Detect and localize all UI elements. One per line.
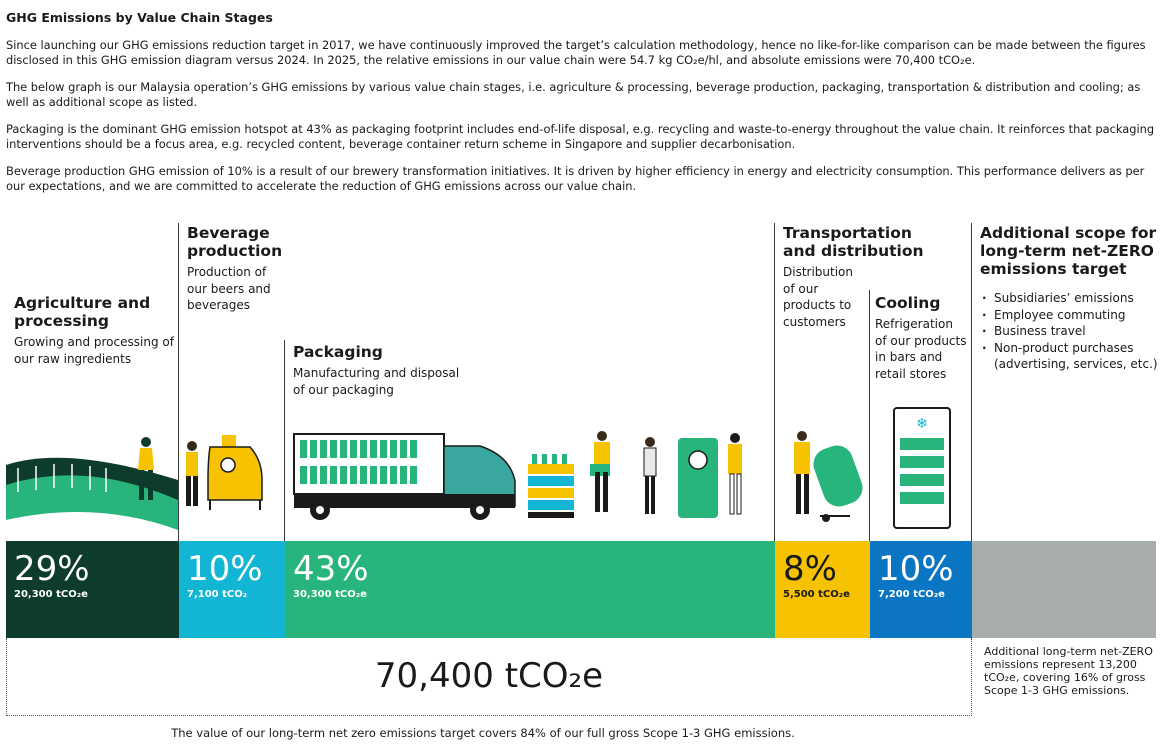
agriculture-percent: 29% bbox=[14, 549, 90, 589]
intro-paragraph-4: Beverage production GHG emission of 10% is a result of our brewery transformation initiatives. It is driven by higher efficiency in energy and electricity consumption. This performance delivers as per our expectations, and we are committed to accelerate the reduction of GHG emissions across our value chain. bbox=[6, 164, 1145, 193]
beverage-percent: 10% bbox=[187, 549, 263, 589]
stage-beverage-title: Beverage production bbox=[187, 224, 283, 260]
list-item: · Non-product purchases (advertising, services, etc.) bbox=[980, 340, 1158, 373]
packaging-percent: 43% bbox=[293, 549, 369, 589]
intro-paragraph-2: The below graph is our Malaysia operation’s GHG emissions by various value chain stages, i.e. agriculture & processing, beverage production, packaging, transportation & distribution and cooling; as well as additional scope as listed. bbox=[6, 80, 1141, 109]
stage-beverage-desc: Production of our beers and beverages bbox=[187, 265, 271, 312]
intro-paragraph-3: Packaging is the dominant GHG emission hotspot at 43% as packaging footprint includes end-of-life disposal, e.g. recycling and waste-to-energy throughout the value chain. It reinforces that packaging interventions should be a focus area, e.g. recycled content, beverage container return scheme in Singapore and supplier decarbonisation. bbox=[6, 122, 1155, 151]
total-emissions: 70,400 tCO₂e bbox=[374, 656, 604, 696]
agriculture-emissions: 20,300 tCO₂e bbox=[14, 589, 88, 600]
stage-transport-desc: Distribution of our products to customers bbox=[783, 265, 854, 329]
packaging-illustration bbox=[290, 426, 770, 541]
bar-agriculture bbox=[6, 541, 179, 638]
list-item: · Business travel bbox=[980, 323, 1158, 340]
page-title: GHG Emissions by Value Chain Stages bbox=[6, 10, 273, 25]
divider-5 bbox=[971, 223, 972, 541]
divider-1 bbox=[178, 223, 179, 541]
stage-packaging-desc: Manufacturing and disposal of our packaging bbox=[293, 366, 460, 397]
cooling-percent: 10% bbox=[878, 549, 954, 589]
stage-additional-title: Additional scope for long-term net-ZERO emissions target bbox=[980, 224, 1157, 278]
svg-text:❄: ❄ bbox=[916, 416, 928, 432]
stage-cooling bbox=[875, 294, 967, 382]
beverage-emissions: 7,100 tCO₂ bbox=[187, 589, 248, 600]
stage-packaging bbox=[293, 343, 463, 398]
bar-cooling bbox=[870, 541, 972, 638]
intro-section bbox=[6, 10, 1156, 206]
bar-packaging bbox=[285, 541, 775, 638]
bar-beverage bbox=[179, 541, 285, 638]
cooling-illustration bbox=[892, 406, 952, 536]
transport-emissions: 5,500 tCO₂e bbox=[783, 589, 850, 600]
cooling-emissions: 7,200 tCO₂e bbox=[878, 589, 945, 600]
beverage-illustration bbox=[180, 430, 284, 541]
stage-agriculture-desc: Growing and processing of our raw ingredients bbox=[14, 335, 174, 366]
intro-paragraph-1: Since launching our GHG emissions reduction target in 2017, we have continuously improved the target’s calculation methodology, hence no like-for-like comparison can be made between the figures disclosed in this GHG emission diagram versus 2024. In 2025, the relative emissions in our value chain were 54.7 kg CO₂e/hl, and absolute emissions were 70,400 tCO₂e. bbox=[6, 38, 1146, 67]
stage-agriculture-title: Agriculture and processing bbox=[14, 294, 151, 330]
stage-transport-title: Transportation and distribution bbox=[783, 224, 924, 260]
additional-scope-list bbox=[980, 290, 1158, 373]
divider-2 bbox=[284, 340, 285, 541]
stage-packaging-title: Packaging bbox=[293, 343, 383, 361]
transport-illustration bbox=[780, 426, 868, 541]
bar-additional bbox=[972, 541, 1156, 638]
bar-transport bbox=[775, 541, 870, 638]
transport-percent: 8% bbox=[783, 549, 837, 589]
list-item: · Subsidiaries’ emissions bbox=[980, 290, 1158, 307]
list-item: · Employee commuting bbox=[980, 307, 1158, 324]
stage-beverage bbox=[187, 224, 283, 314]
stage-additional bbox=[980, 224, 1158, 373]
agriculture-illustration bbox=[6, 430, 178, 541]
footer-note: The value of our long-term net zero emissions target covers 84% of our full gross Scope 1-3 GHG emissions. bbox=[171, 726, 795, 740]
divider-4 bbox=[869, 290, 870, 541]
stage-cooling-desc: Refrigeration of our products in bars and retail stores bbox=[875, 317, 967, 381]
stage-cooling-title: Cooling bbox=[875, 294, 941, 312]
additional-scope-note: Additional long-term net-ZERO emissions represent 13,200 tCO₂e, covering 16% of gross Scope 1-3 GHG emissions. bbox=[984, 645, 1153, 697]
stage-agriculture bbox=[14, 294, 174, 367]
packaging-emissions: 30,300 tCO₂e bbox=[293, 589, 367, 600]
total-bracket bbox=[6, 638, 972, 716]
divider-3 bbox=[774, 223, 775, 541]
